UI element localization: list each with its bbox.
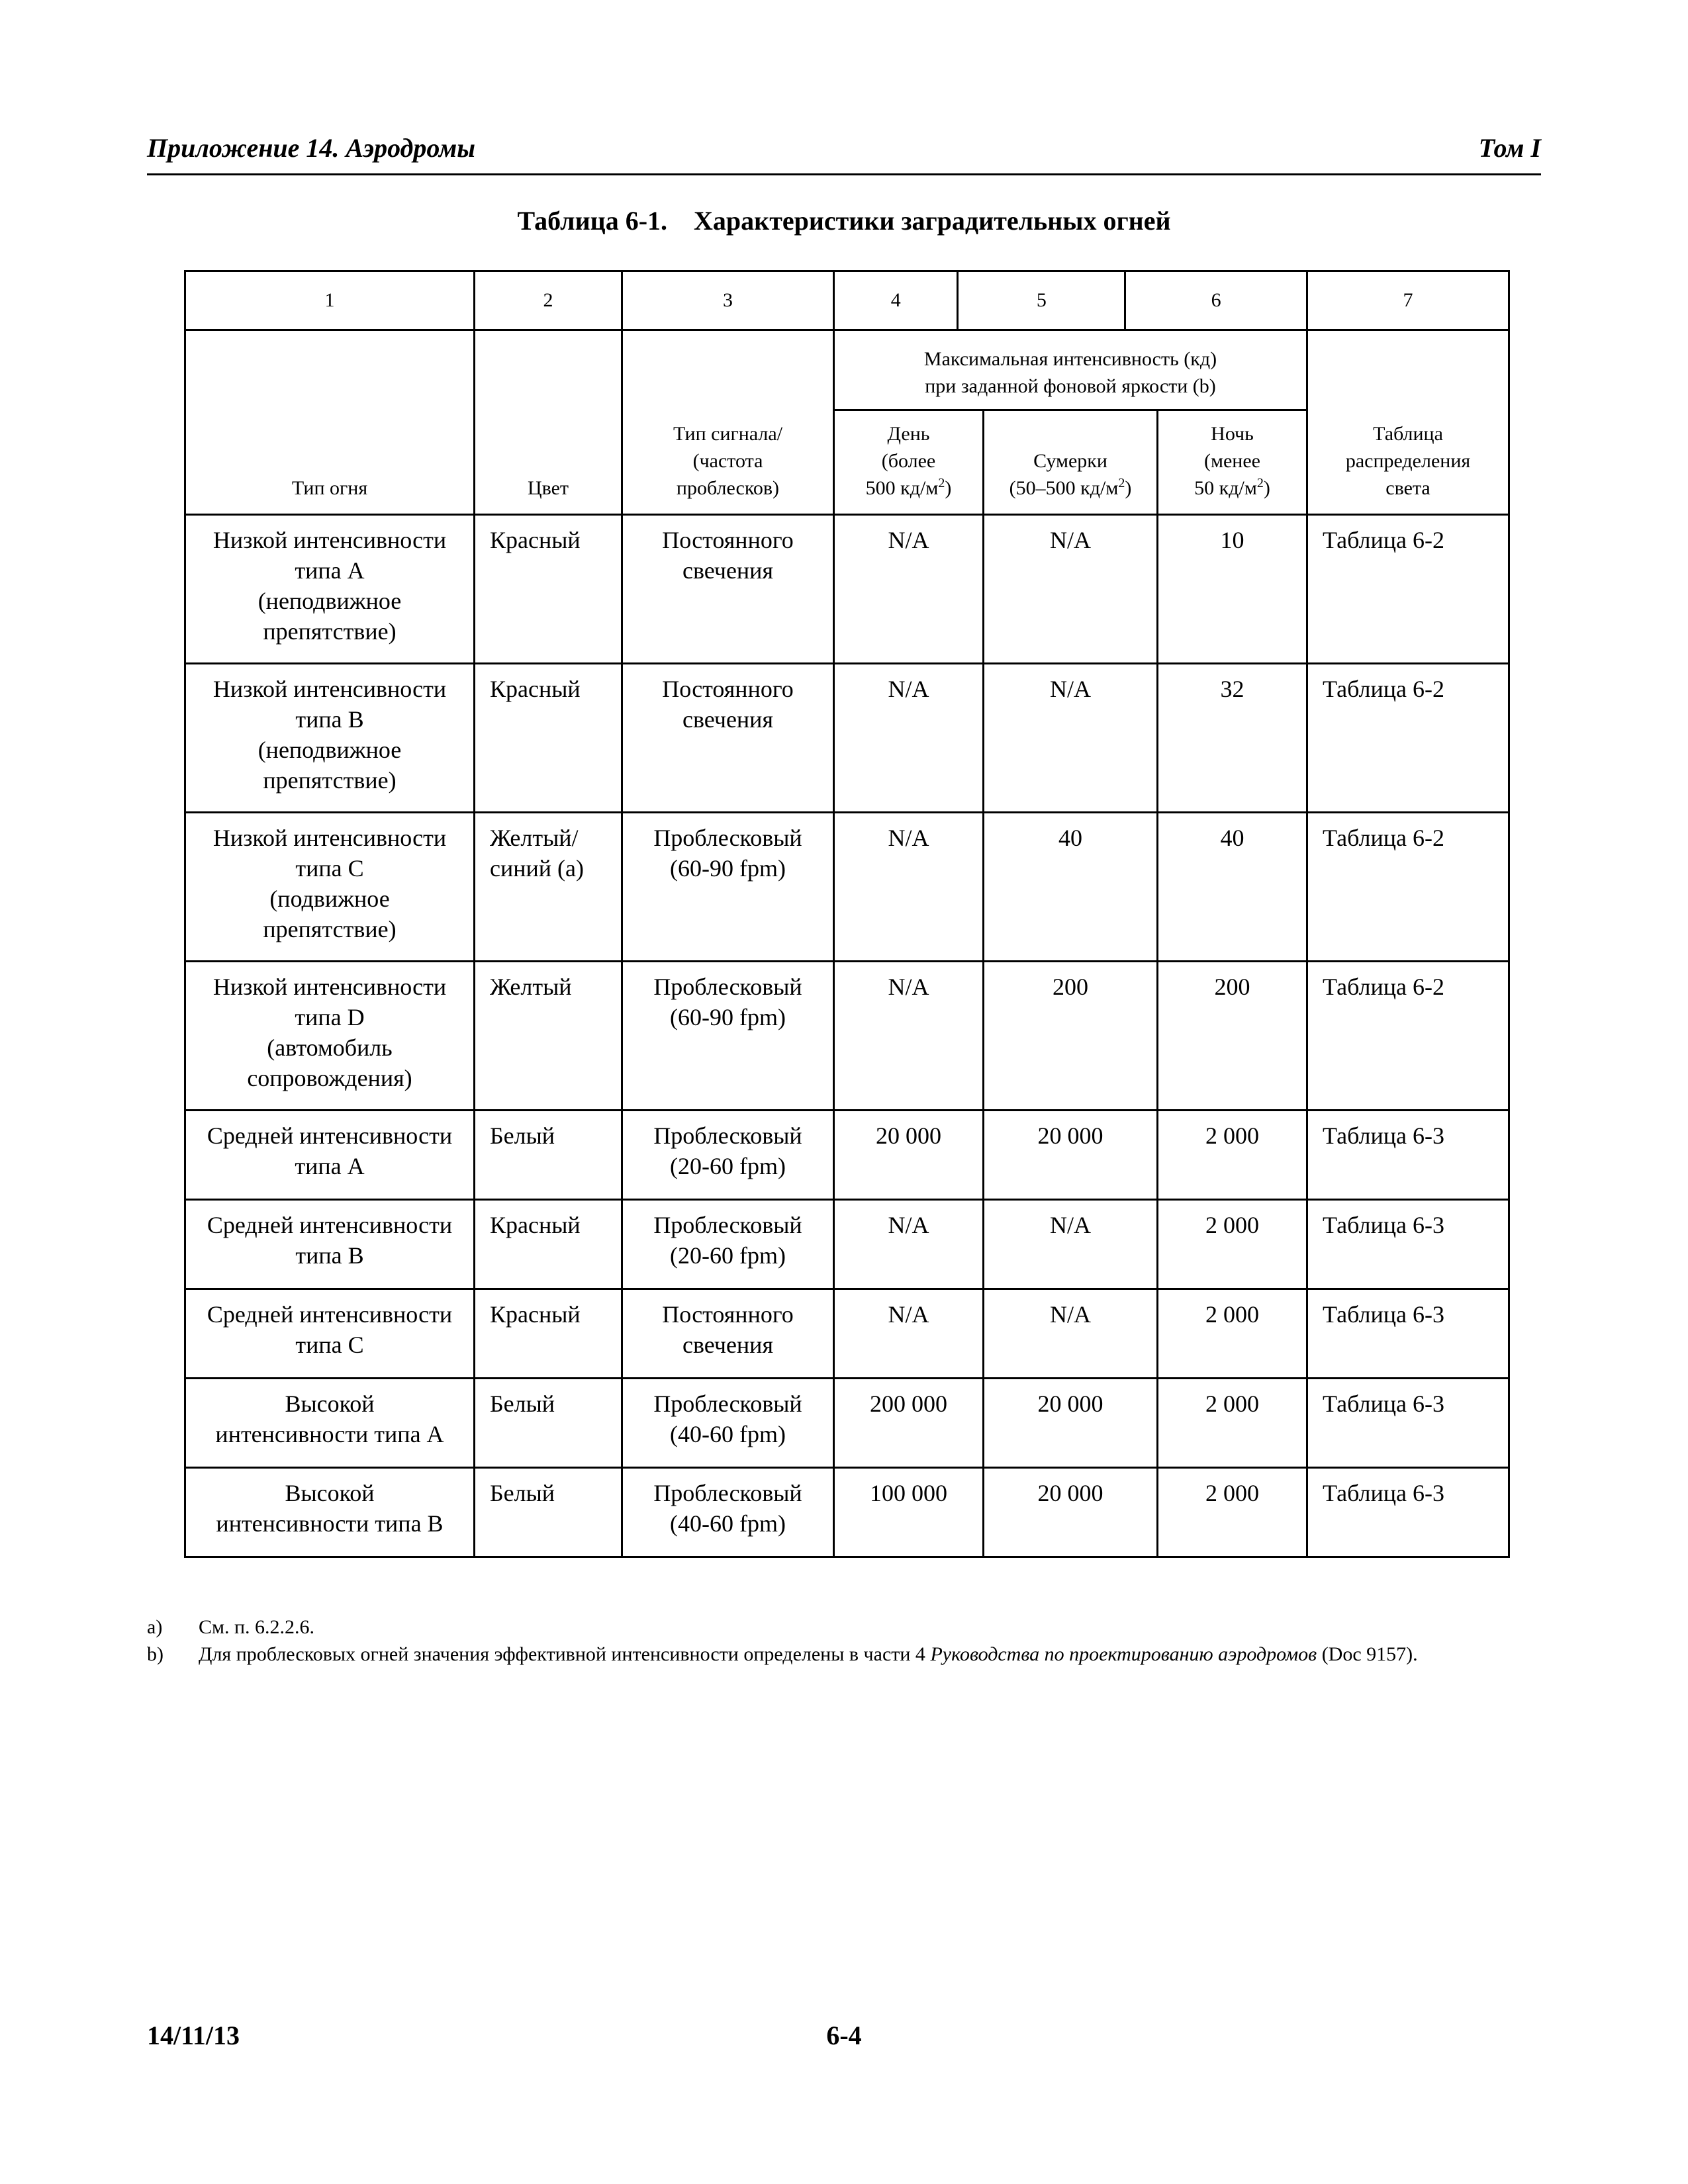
cell-color xyxy=(475,664,622,813)
cell-light-type-line: Высокой xyxy=(285,1390,375,1417)
cell-day: 100 000 xyxy=(834,1468,984,1557)
footnote-b-text-part-1: Для проблесковых огней значения эффективной интенсивности определены в части 4 xyxy=(199,1643,931,1665)
cell-twilight: 20 000 xyxy=(984,1379,1158,1468)
cell-light-type-line: типа B xyxy=(295,706,364,733)
cell-color xyxy=(475,962,622,1111)
header-distribution-line-2: распределения xyxy=(1345,450,1471,472)
header-twilight-unit: (50–500 кд/м xyxy=(1009,477,1119,499)
header-max-intensity-line-2: при заданной фоновой яркости (b) xyxy=(925,375,1216,397)
cell-signal xyxy=(622,1200,834,1289)
header-light-type-text: Тип огня xyxy=(291,477,368,499)
cell-light-type-line: типа A xyxy=(295,557,365,584)
cell-night: 2 000 xyxy=(1158,1200,1307,1289)
header-day-unit: 500 кд/м xyxy=(865,477,939,499)
header-night-sup: 2 xyxy=(1256,476,1264,490)
cell-twilight: N/A xyxy=(984,515,1158,664)
header-twilight-line-1: Сумерки xyxy=(1033,450,1107,472)
footnote-a-text: См. п. 6.2.2.6. xyxy=(199,1616,315,1638)
cell-day: N/A xyxy=(834,664,984,813)
cell-signal-line: (40-60 fpm) xyxy=(670,1510,786,1537)
cell-signal xyxy=(622,1289,834,1379)
cell-day: N/A xyxy=(834,813,984,962)
cell-light-type xyxy=(185,1379,475,1468)
col-number-1: 1 xyxy=(185,271,475,330)
cell-signal-line: Постоянного xyxy=(662,676,794,702)
header-row-1 xyxy=(185,330,1509,410)
cell-signal-line: Постоянного xyxy=(662,1301,794,1328)
cell-color-line: Белый xyxy=(490,1122,555,1149)
cell-color-line: Красный xyxy=(490,1212,581,1238)
table-row xyxy=(185,962,1509,1111)
cell-color-line: Желтый/ xyxy=(490,825,579,851)
cell-light-type-line: (неподвижное xyxy=(258,737,402,763)
header-twilight xyxy=(984,410,1158,515)
cell-color xyxy=(475,1379,622,1468)
cell-signal-line: Проблесковый xyxy=(653,1122,802,1149)
cell-light-type-line: Средней интенсивности xyxy=(207,1301,453,1328)
col-number-7: 7 xyxy=(1307,271,1509,330)
header-night-unit: 50 кд/м xyxy=(1194,477,1257,499)
cell-twilight: N/A xyxy=(984,1200,1158,1289)
header-twilight-line-2 xyxy=(992,475,1149,502)
cell-light-type xyxy=(185,515,475,664)
table-row xyxy=(185,1468,1509,1557)
cell-distribution-table: Таблица 6-3 xyxy=(1307,1289,1509,1379)
cell-light-type-line: препятствие) xyxy=(263,767,397,794)
cell-color xyxy=(475,515,622,664)
footnote-b-text-part-2: (Doc 9157). xyxy=(1317,1643,1418,1665)
header-color xyxy=(475,330,622,515)
cell-signal-line: свечения xyxy=(682,1332,774,1358)
header-right: Том I xyxy=(1478,133,1541,163)
cell-light-type-line: типа C xyxy=(295,855,364,882)
cell-signal-line: (40-60 fpm) xyxy=(670,1421,786,1447)
footer-date: 14/11/13 xyxy=(147,2021,240,2050)
cell-light-type-line: типа A xyxy=(295,1153,365,1179)
cell-signal-line: Постоянного xyxy=(662,527,794,553)
cell-twilight: 20 000 xyxy=(984,1111,1158,1200)
header-distribution-line-3: света xyxy=(1385,477,1430,499)
cell-color xyxy=(475,1111,622,1200)
cell-light-type-line: Низкой интенсивности xyxy=(212,676,447,702)
cell-light-type-line: интенсивности типа A xyxy=(215,1421,444,1447)
header-twilight-close: ) xyxy=(1125,477,1132,499)
header-night-line-2: (менее xyxy=(1204,450,1260,472)
cell-signal-line: (60-90 fpm) xyxy=(670,1004,786,1030)
cell-twilight: 20 000 xyxy=(984,1468,1158,1557)
cell-day: N/A xyxy=(834,1289,984,1379)
footnote-b-doc-title: Руководства по проектированию аэродромов xyxy=(930,1643,1317,1665)
header-max-intensity-line-1: Максимальная интенсивность (кд) xyxy=(923,348,1217,370)
cell-color-line: Красный xyxy=(490,527,581,553)
cell-color xyxy=(475,1200,622,1289)
cell-color-line: Красный xyxy=(490,676,581,702)
cell-light-type-line: препятствие) xyxy=(263,916,397,942)
cell-distribution-table: Таблица 6-3 xyxy=(1307,1200,1509,1289)
footer-page-number: 6-4 xyxy=(826,2021,862,2050)
col-number-5: 5 xyxy=(957,272,1124,329)
cell-light-type-line: типа C xyxy=(295,1332,364,1358)
header-day-close: ) xyxy=(945,477,952,499)
header-day-line-1: День xyxy=(887,423,930,445)
cell-signal-line: Проблесковый xyxy=(653,1480,802,1506)
header-rule xyxy=(147,173,1541,175)
header-left: Приложение 14. Аэродромы xyxy=(147,133,476,163)
header-signal-line-3: проблесков) xyxy=(676,477,780,499)
cell-night: 40 xyxy=(1158,813,1307,962)
cell-signal-line: (20-60 fpm) xyxy=(670,1153,786,1179)
cell-color xyxy=(475,813,622,962)
cell-signal-line: Проблесковый xyxy=(653,1212,802,1238)
cell-light-type-line: Низкой интенсивности xyxy=(212,825,447,851)
table-row xyxy=(185,664,1509,813)
cell-color xyxy=(475,1468,622,1557)
cell-day: 200 000 xyxy=(834,1379,984,1468)
cell-color-line: Белый xyxy=(490,1390,555,1417)
cell-light-type-line: Средней интенсивности xyxy=(207,1122,453,1149)
cell-light-type-line: типа B xyxy=(295,1242,364,1269)
cell-signal xyxy=(622,1379,834,1468)
col-number-6: 6 xyxy=(1124,272,1306,329)
cell-night: 2 000 xyxy=(1158,1468,1307,1557)
cell-light-type xyxy=(185,962,475,1111)
cell-light-type-line: интенсивности типа B xyxy=(216,1510,444,1537)
table-row xyxy=(185,1379,1509,1468)
cell-twilight: 200 xyxy=(984,962,1158,1111)
header-day-sup: 2 xyxy=(938,476,945,490)
cell-signal-line: свечения xyxy=(682,557,774,584)
col-number-group xyxy=(834,271,1307,330)
cell-light-type-line: Низкой интенсивности xyxy=(212,974,447,1000)
cell-day: N/A xyxy=(834,1200,984,1289)
cell-light-type xyxy=(185,1111,475,1200)
cell-light-type-line: Средней интенсивности xyxy=(207,1212,453,1238)
cell-signal xyxy=(622,813,834,962)
header-signal-line-2: (частота xyxy=(692,450,763,472)
cell-light-type-line: сопровождения) xyxy=(247,1065,412,1091)
footnote-b-key: b) xyxy=(147,1643,164,1665)
cell-signal-line: (20-60 fpm) xyxy=(670,1242,786,1269)
table-row xyxy=(185,515,1509,664)
header-night-close: ) xyxy=(1263,477,1270,499)
col-number-3: 3 xyxy=(622,271,834,330)
cell-light-type xyxy=(185,1289,475,1379)
cell-light-type xyxy=(185,1468,475,1557)
cell-color-line: Желтый xyxy=(490,974,572,1000)
header-night xyxy=(1158,410,1307,515)
cell-night: 2 000 xyxy=(1158,1111,1307,1200)
footnote-a xyxy=(147,1614,1541,1641)
header-twilight-sup: 2 xyxy=(1118,476,1125,490)
column-number-row xyxy=(185,271,1509,330)
cell-signal-line: Проблесковый xyxy=(653,974,802,1000)
footnote-b-text xyxy=(199,1641,1541,1668)
cell-color-line: синий (a) xyxy=(490,855,584,882)
table-row xyxy=(185,1200,1509,1289)
cell-light-type-line: (неподвижное xyxy=(258,588,402,614)
cell-color-line: Белый xyxy=(490,1480,555,1506)
header-max-intensity xyxy=(834,330,1307,410)
cell-day: N/A xyxy=(834,515,984,664)
cell-color xyxy=(475,1289,622,1379)
table-body xyxy=(185,271,1509,1557)
cell-distribution-table: Таблица 6-3 xyxy=(1307,1379,1509,1468)
col-number-2: 2 xyxy=(475,271,622,330)
col-number-4: 4 xyxy=(890,289,901,311)
header-distribution-line-1: Таблица xyxy=(1373,423,1443,445)
cell-light-type-line: Высокой xyxy=(285,1480,375,1506)
cell-night: 2 000 xyxy=(1158,1289,1307,1379)
header-distribution xyxy=(1307,330,1509,515)
cell-distribution-table: Таблица 6-2 xyxy=(1307,962,1509,1111)
header-day-line-2: (более xyxy=(881,450,936,472)
cell-day: 20 000 xyxy=(834,1111,984,1200)
cell-light-type xyxy=(185,1200,475,1289)
cell-twilight: N/A xyxy=(984,1289,1158,1379)
header-day-line-3 xyxy=(843,475,974,502)
header-color-text: Цвет xyxy=(527,477,569,499)
cell-light-type-line: (автомобиль xyxy=(267,1034,393,1061)
cell-distribution-table: Таблица 6-3 xyxy=(1307,1468,1509,1557)
cell-light-type xyxy=(185,664,475,813)
cell-light-type-line: Низкой интенсивности xyxy=(212,527,447,553)
cell-light-type xyxy=(185,813,475,962)
cell-distribution-table: Таблица 6-3 xyxy=(1307,1111,1509,1200)
cell-signal-line: Проблесковый xyxy=(653,1390,802,1417)
footnotes xyxy=(147,1614,1541,1668)
cell-signal xyxy=(622,1468,834,1557)
header-night-line-3 xyxy=(1166,475,1298,502)
footnote-a-key: a) xyxy=(147,1616,163,1638)
cell-light-type-line: (подвижное xyxy=(269,886,390,912)
cell-twilight: 40 xyxy=(984,813,1158,962)
cell-distribution-table: Таблица 6-2 xyxy=(1307,664,1509,813)
cell-signal xyxy=(622,1111,834,1200)
cell-signal xyxy=(622,962,834,1111)
footnote-b xyxy=(147,1641,1541,1668)
table-title: Таблица 6-1. Характеристики заградительных огней xyxy=(517,206,1171,236)
header-night-line-1: Ночь xyxy=(1211,423,1254,445)
cell-color-line: Красный xyxy=(490,1301,581,1328)
table-row xyxy=(185,1289,1509,1379)
header-day xyxy=(834,410,984,515)
cell-distribution-table: Таблица 6-2 xyxy=(1307,813,1509,962)
cell-twilight: N/A xyxy=(984,664,1158,813)
cell-night: 10 xyxy=(1158,515,1307,664)
table-row xyxy=(185,1111,1509,1200)
header-signal-line-1: Тип сигнала/ xyxy=(673,423,783,445)
cell-night: 32 xyxy=(1158,664,1307,813)
col-number-grid xyxy=(835,272,1306,329)
cell-night: 200 xyxy=(1158,962,1307,1111)
cell-night: 2 000 xyxy=(1158,1379,1307,1468)
cell-signal xyxy=(622,664,834,813)
cell-light-type-line: препятствие) xyxy=(263,618,397,645)
cell-day: N/A xyxy=(834,962,984,1111)
cell-signal-line: свечения xyxy=(682,706,774,733)
cell-distribution-table: Таблица 6-2 xyxy=(1307,515,1509,664)
cell-light-type-line: типа D xyxy=(295,1004,365,1030)
header-signal xyxy=(622,330,834,515)
cell-signal-line: (60-90 fpm) xyxy=(670,855,786,882)
cell-signal xyxy=(622,515,834,664)
header-light-type xyxy=(185,330,475,515)
table-row xyxy=(185,813,1509,962)
cell-signal-line: Проблесковый xyxy=(653,825,802,851)
obstacle-lights-table xyxy=(184,270,1510,1558)
